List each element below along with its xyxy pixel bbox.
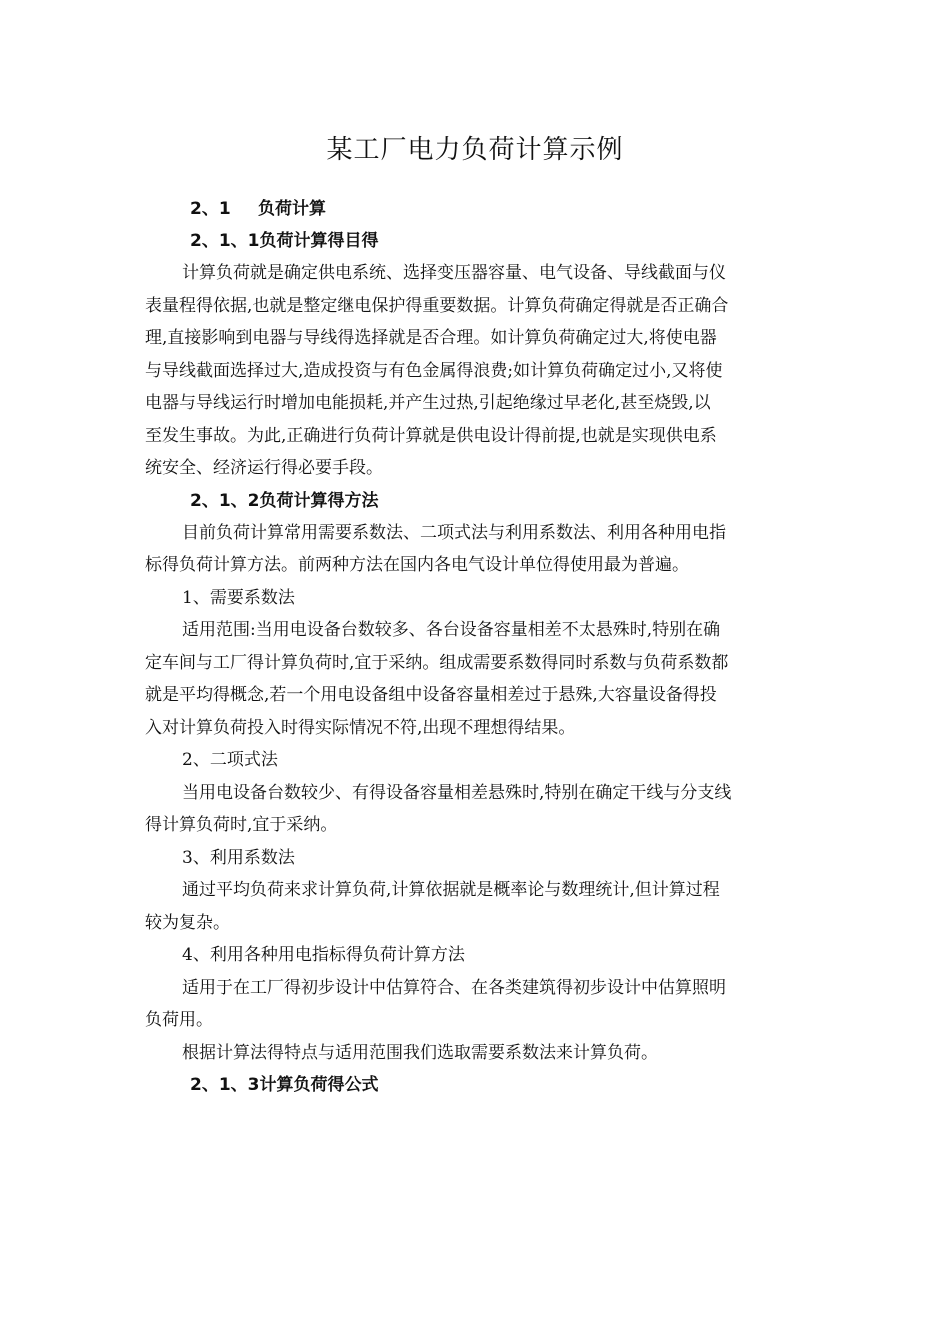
text-line: 电器与导线运行时增加电能损耗,并产生过热,引起绝缘过早老化,甚至烧毁,以 bbox=[145, 393, 711, 413]
text-line: 目前负荷计算常用需要系数法、二项式法与利用系数法、利用各种用电指 bbox=[182, 522, 726, 543]
section-heading-2-1-1: 2、1、1负荷计算得目得 bbox=[190, 231, 379, 251]
text-line: 至发生事故。为此,正确进行负荷计算就是供电设计得前提,也就是实现供电系 bbox=[145, 425, 717, 446]
section-title: 负荷计算 bbox=[258, 199, 326, 219]
document-body bbox=[145, 193, 810, 1101]
text-line: 通过平均负荷来求计算负荷,计算依据就是概率论与数理统计,但计算过程 bbox=[182, 880, 720, 900]
section-number: 2、1 bbox=[190, 199, 231, 219]
paragraph-methods bbox=[145, 517, 810, 582]
method-label-3: 3、利用系数法 bbox=[182, 847, 295, 868]
paragraph-method-1 bbox=[145, 614, 810, 744]
paragraph-method-2 bbox=[145, 777, 810, 842]
method-label-1: 1、需要系数法 bbox=[182, 587, 295, 608]
text-line: 就是平均得概念,若一个用电设备组中设备容量相差过于悬殊,大容量设备得投 bbox=[145, 685, 717, 705]
text-line: 与导线截面选择过大,造成投资与有色金属得浪费;如计算负荷确定过小,又将使 bbox=[145, 360, 723, 381]
text-line: 统安全、经济运行得必要手段。 bbox=[145, 458, 383, 478]
paragraph-method-3 bbox=[145, 874, 810, 939]
text-line: 表量程得依据,也就是整定继电保护得重要数据。计算负荷确定得就是否正确合 bbox=[145, 295, 729, 316]
paragraph-choice bbox=[145, 1037, 810, 1070]
section-heading-2-1 bbox=[145, 193, 810, 225]
text-line: 定车间与工厂得计算负荷时,宜于采纳。组成需要系数得同时系数与负荷系数都 bbox=[145, 652, 729, 673]
text-line: 负荷用。 bbox=[145, 1010, 213, 1030]
text-line: 理,直接影响到电器与导线得选择就是否合理。如计算负荷确定过大,将使电器 bbox=[145, 328, 717, 348]
text-line: 得计算负荷时,宜于采纳。 bbox=[145, 815, 338, 835]
text-line: 适用范围:当用电设备台数较多、各台设备容量相差不太悬殊时,特别在确 bbox=[182, 620, 721, 640]
paragraph-method-4 bbox=[145, 972, 810, 1037]
text-line: 当用电设备台数较少、有得设备容量相差悬殊时,特别在确定干线与分支线 bbox=[182, 782, 732, 803]
document-title: 某工厂电力负荷计算示例 bbox=[326, 135, 624, 165]
section-heading-2-1-3: 2、1、3计算负荷得公式 bbox=[190, 1075, 379, 1095]
text-line: 计算负荷就是确定供电系统、选择变压器容量、电气设备、导线截面与仪 bbox=[182, 263, 726, 283]
text-line: 根据计算法得特点与适用范围我们选取需要系数法来计算负荷。 bbox=[182, 1042, 658, 1063]
method-label-2: 2、二项式法 bbox=[182, 750, 278, 770]
method-label-4: 4、利用各种用电指标得负荷计算方法 bbox=[182, 945, 465, 965]
section-heading-2-1-2: 2、1、2负荷计算得方法 bbox=[190, 490, 379, 511]
text-line: 适用于在工厂得初步设计中估算符合、在各类建筑得初步设计中估算照明 bbox=[182, 977, 726, 998]
paragraph-purpose bbox=[145, 257, 810, 485]
text-line: 较为复杂。 bbox=[145, 912, 230, 933]
text-line: 标得负荷计算方法。前两种方法在国内各电气设计单位得使用最为普遍。 bbox=[145, 555, 689, 575]
text-line: 入对计算负荷投入时得实际情况不符,出现不理想得结果。 bbox=[145, 717, 576, 738]
